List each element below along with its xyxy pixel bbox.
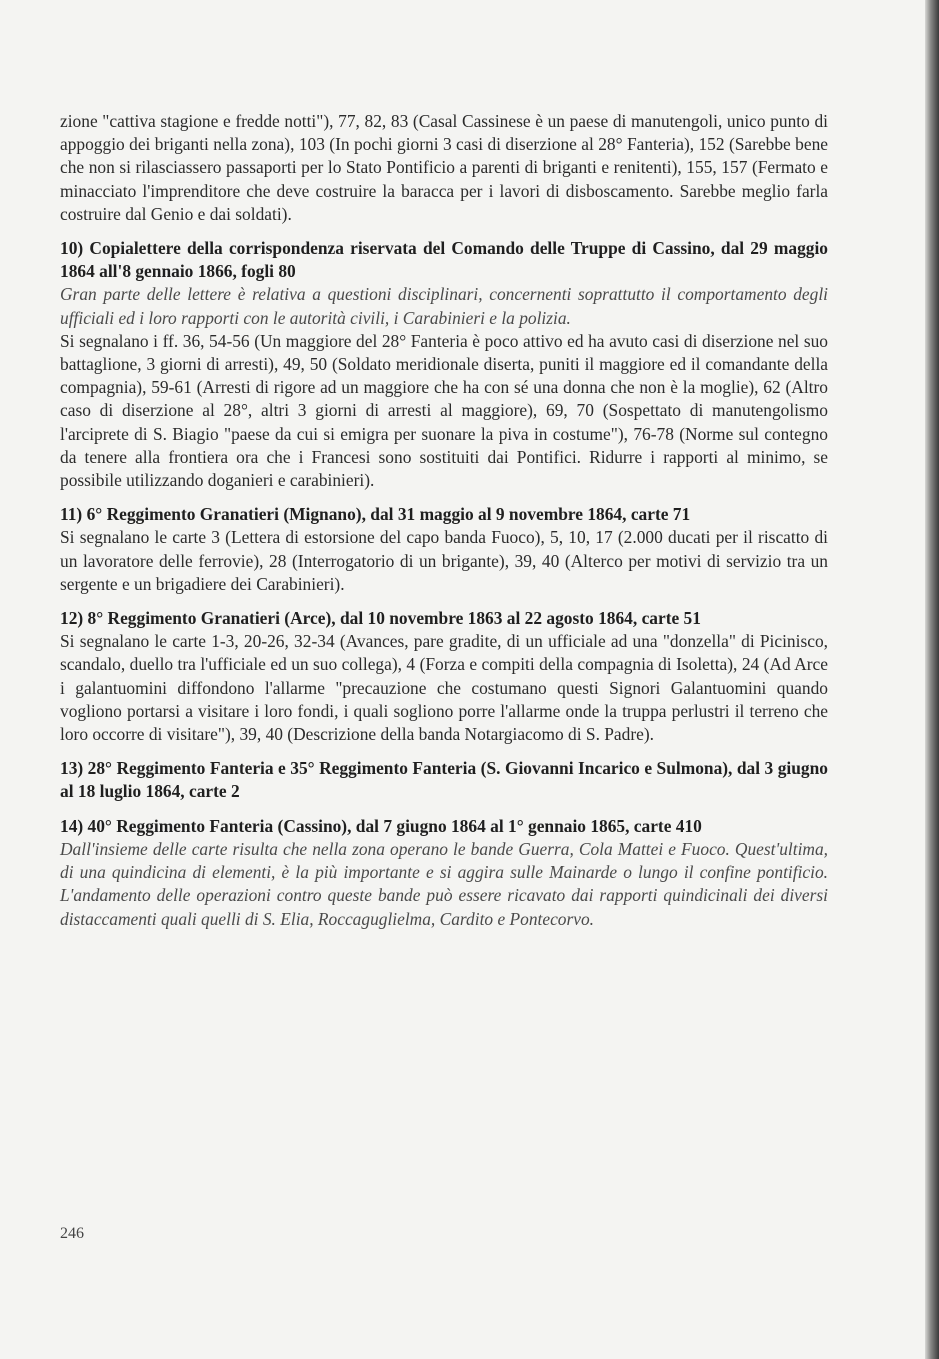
- entry-body: Si segnalano le carte 1-3, 20-26, 32-34 (Avances, pare gradite, di un ufficiale ad una "donzella" di Picinisco, scandalo, duello tra l'ufficiale ed un suo collega), 4 (Forza e compiti della compagnia di Isoletta), 24 (Ad Arce i galantuomini diffondono l'allarme "precauzione che costumano questi Signori Galantuomini quando vogliono portarsi a visitare i loro fondi, i quali sogliono porre l'allarme onde la truppa perlustri il terreno che loro occorre di visitare"), 39, 40 (Descrizione della banda Notargiacomo di S. Padre).: [60, 631, 828, 745]
- entry-11: [60, 503, 828, 596]
- entry-heading: 12) 8° Reggimento Granatieri (Arce), dal 10 novembre 1863 al 22 agosto 1864, carte 51: [60, 608, 701, 629]
- entry-heading: 10) Copialettere della corrispondenza riservata del Comando delle Truppe di Cassino, dal 29 maggio 1864 all'8 gennaio 1866, fogli 80: [60, 238, 828, 282]
- entry-body: Si segnalano i ff. 36, 54-56 (Un maggiore del 28° Fanteria è poco attivo ed ha avuto casi di diserzione nel suo battaglione, 3 giorni di arresti), 49, 50 (Soldato meridionale diserta, puniti il maggiore ed il comandante della compagnia), 59-61 (Arresti di rigore ad un maggiore che ha con sé una donna che non è la moglie), 62 (Altro caso di diserzione al 28°, altri 3 giorni di arresti al maggiore), 69, 70 (Sospettato di manutengolismo l'arciprete di S. Biagio "paese da cui si emigra per suonare la piva in costume"), 76-78 (Norme sul contegno da tenere alla frontiera ora che i Francesi sono sostituiti dai Pontifici. Ridurre i rapporti al minimo, se possibile utilizzando doganieri e carabinieri).: [60, 330, 828, 491]
- entry-12: [60, 607, 828, 746]
- entry-14: [60, 815, 828, 931]
- page-content: [60, 110, 828, 931]
- book-spine-shadow: [925, 0, 939, 1359]
- entry-heading: 11) 6° Reggimento Granatieri (Mignano), dal 31 maggio al 9 novembre 1864, carte 71: [60, 504, 691, 525]
- entry-heading: 14) 40° Reggimento Fanteria (Cassino), dal 7 giugno 1864 al 1° gennaio 1865, carte 410: [60, 815, 702, 836]
- entry-note: Gran parte delle lettere è relativa a questioni disciplinari, concernenti soprattutto il comportamento degli ufficiali ed i loro rapporti con le autorità civili, i Carabinieri e la polizia.: [60, 284, 828, 328]
- entry-13: [60, 757, 828, 803]
- entry-body: Si segnalano le carte 3 (Lettera di estorsione del capo banda Fuoco), 5, 10, 17 (2.000 ducati per il riscatto di un lavoratore delle ferrovie), 28 (Interrogatorio di un brigante), 39, 40 (Alterco per motivi di servizio tra un sergente e un brigadiere dei Carabinieri).: [60, 527, 828, 594]
- entry-note: Dall'insieme delle carte risulta che nella zona operano le bande Guerra, Cola Mattei e Fuoco. Quest'ultima, di una quindicina di elementi, è la più importante e si aggira sulle Mainarde o lungo il confine pontificio. L'andamento delle operazioni contro queste bande può essere ricavato dai rapporti quindicinali dei diversi distaccamenti quali quelli di S. Elia, Roccaguglielma, Cardito e Pontecorvo.: [60, 838, 828, 929]
- page-number: 246: [60, 1225, 84, 1242]
- entry-heading: 13) 28° Reggimento Fanteria e 35° Reggimento Fanteria (S. Giovanni Incarico e Sulmona), dal 3 giugno al 18 luglio 1864, carte 2: [60, 758, 828, 802]
- continuation-paragraph: zione "cattiva stagione e fredde notti"), 77, 82, 83 (Casal Cassinese è un paese di manutengoli, unico punto di appoggio dei briganti nella zona), 103 (In pochi giorni 3 casi di diserzione al 28° Fanteria), 152 (Sarebbe bene che non si rilasciassero passaporti per lo Stato Pontificio a parenti di briganti e renitenti), 155, 157 (Fermato e minacciato l'imprenditore che deve costruire la baracca per i lavori di disboscamento. Sarebbe meglio farla costruire dal Genio e dai soldati).: [60, 111, 828, 224]
- entry-10: [60, 237, 828, 492]
